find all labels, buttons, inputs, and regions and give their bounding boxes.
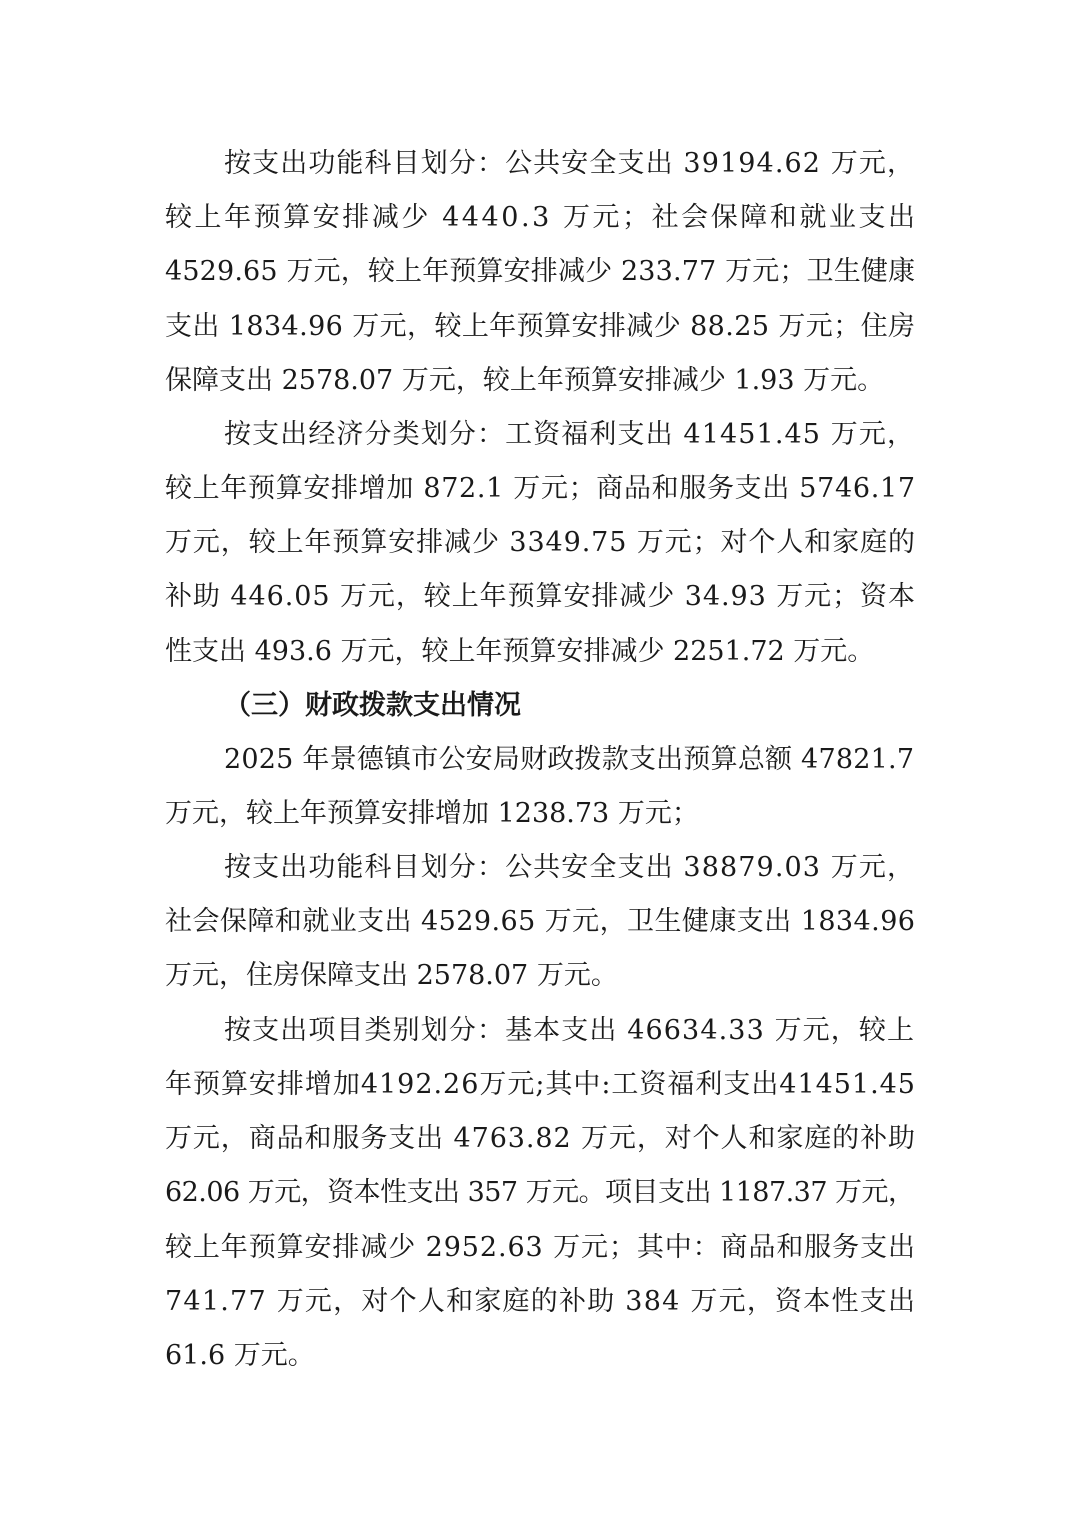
section-heading: （三）财政拨款支出情况	[224, 690, 521, 721]
paragraph-project-line-5: 较上年预算安排减少 2952.63 万元；其中：商品和服务支出	[165, 1232, 916, 1263]
paragraph-fiscal-function-line-1: 按支出功能科目划分：公共安全支出 38879.03 万元，	[224, 852, 916, 883]
paragraph-total-line-2: 万元，较上年预算安排增加 1238.73 万元；	[165, 798, 699, 829]
paragraph-fiscal-function-line-2: 社会保障和就业支出 4529.65 万元，卫生健康支出 1834.96	[165, 906, 916, 937]
paragraph-project-line-4: 62.06 万元，资本性支出 357 万元。项目支出 1187.37 万元，	[165, 1177, 915, 1208]
paragraph-economic-line-5: 性支出 493.6 万元，较上年预算安排减少 2251.72 万元。	[165, 636, 875, 667]
paragraph-project-line-1: 按支出项目类别划分：基本支出 46634.33 万元，较上	[224, 1015, 916, 1046]
paragraph-project-line-2: 年预算安排增加4192.26万元;其中:工资福利支出41451.45	[165, 1069, 916, 1100]
paragraph-economic-line-1: 按支出经济分类划分：工资福利支出 41451.45 万元，	[224, 419, 916, 450]
paragraph-function-line-3: 4529.65 万元，较上年预算安排减少 233.77 万元；卫生健康	[165, 256, 916, 287]
paragraph-function-line-2: 较上年预算安排减少 4440.3 万元；社会保障和就业支出	[165, 202, 918, 233]
paragraph-economic-line-2: 较上年预算安排增加 872.1 万元；商品和服务支出 5746.17	[165, 473, 916, 504]
paragraph-function-line-4: 支出 1834.96 万元，较上年预算安排减少 88.25 万元；住房	[165, 311, 916, 342]
paragraph-total-line-1: 2025 年景德镇市公安局财政拨款支出预算总额 47821.7	[224, 744, 915, 775]
paragraph-project-line-6: 741.77 万元，对个人和家庭的补助 384 万元，资本性支出	[165, 1286, 917, 1317]
paragraph-fiscal-function-line-3: 万元，住房保障支出 2578.07 万元。	[165, 960, 618, 991]
paragraph-project-line-7: 61.6 万元。	[165, 1340, 315, 1371]
paragraph-function-line-5: 保障支出 2578.07 万元，较上年预算安排减少 1.93 万元。	[165, 365, 885, 396]
paragraph-function-line-1: 按支出功能科目划分：公共安全支出 39194.62 万元，	[224, 148, 916, 179]
paragraph-economic-line-3: 万元，较上年预算安排减少 3349.75 万元；对个人和家庭的	[165, 527, 916, 558]
paragraph-project-line-3: 万元，商品和服务支出 4763.82 万元，对个人和家庭的补助	[165, 1123, 916, 1154]
paragraph-economic-line-4: 补助 446.05 万元，较上年预算安排减少 34.93 万元；资本	[165, 581, 916, 612]
